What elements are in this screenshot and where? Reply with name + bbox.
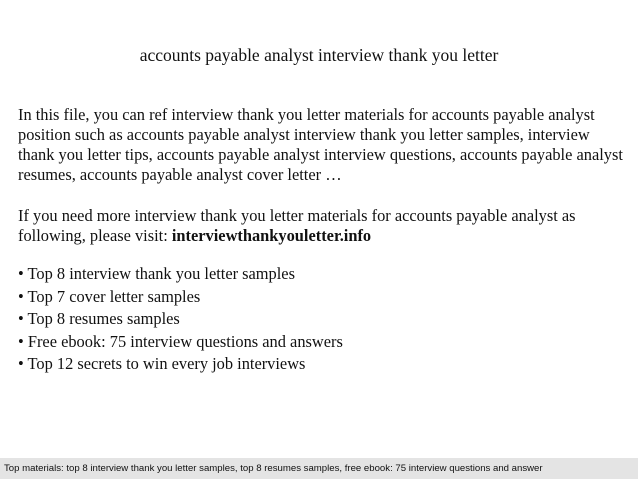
list-item: • Free ebook: 75 interview questions and answers [18,331,618,354]
list-item: • Top 12 secrets to win every job interviews [18,353,618,376]
footer-bar: Top materials: top 8 interview thank you letter samples, top 8 resumes samples, free ebook: 75 interview questions and answer [0,458,638,479]
list-item: • Top 8 resumes samples [18,308,618,331]
more-info-text: If you need more interview thank you letter materials for accounts payable analyst as following, please visit: [18,206,576,245]
intro-paragraph: In this file, you can ref interview thank you letter materials for accounts payable analyst position such as accounts payable analyst interview thank you letter samples, interview thank you letter tips, accounts payable analyst interview questions, accounts payable analyst resumes, accounts payable analyst cover letter … [18,105,623,184]
more-info-paragraph [18,206,630,246]
list-item: • Top 8 interview thank you letter samples [18,263,618,286]
materials-list [18,263,618,376]
website-link[interactable]: interviewthankyouletter.info [171,226,372,245]
page-title: accounts payable analyst interview thank you letter [139,45,499,65]
list-item: • Top 7 cover letter samples [18,286,618,309]
